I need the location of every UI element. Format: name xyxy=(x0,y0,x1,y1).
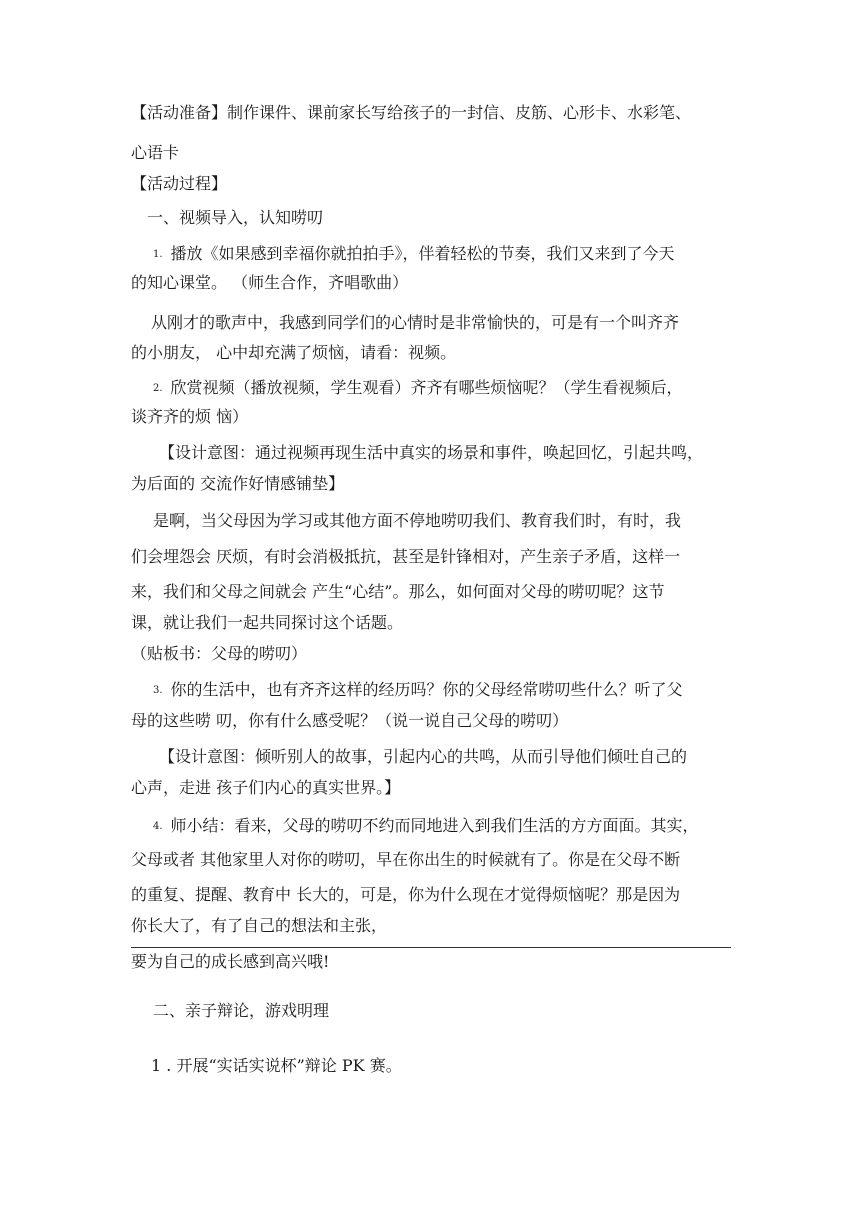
line-text: 一、视频导入，认知唠叨 xyxy=(147,208,324,227)
design-intent-2-line-1 xyxy=(159,746,759,768)
line-text: 是啊，当父母因为学习或其他方面不停地唠叨我们、教育我们时，有时，我 xyxy=(153,511,682,530)
line-text: 谈齐齐的烦 恼） xyxy=(131,407,249,426)
line-text: 来，我们和父母之间就会 产生“心结”。那么，如何面对父母的唠叨呢？这节 xyxy=(131,582,665,601)
activity-process-heading xyxy=(131,173,731,195)
line-text: 欣赏视频（播放视频，学生观看）齐齐有哪些烦恼呢？（学生看视频后， xyxy=(170,378,683,397)
paragraph-line xyxy=(131,546,731,568)
line-text: 心语卡 xyxy=(131,143,180,162)
item-number: 2. xyxy=(153,383,163,394)
design-intent-1-line-2 xyxy=(131,473,731,495)
line-text: 母的这些唠 叨，你有什么感受呢？（说一说自己父母的唠叨） xyxy=(131,711,569,730)
design-intent-2-line-2 xyxy=(131,777,731,799)
item-3-line-2 xyxy=(131,710,731,732)
item-number: 4. xyxy=(153,821,163,832)
item-4-line-3 xyxy=(131,884,731,906)
item-3-line-1 xyxy=(153,679,753,702)
line-text: 【活动准备】制作课件、课前家长写给孩子的一封信、皮筋、心形卡、水彩笔、 xyxy=(131,103,692,122)
activity-preparation-line-1 xyxy=(131,102,731,124)
line-text: 的知心课堂。 （师生合作，齐唱歌曲） xyxy=(131,273,409,292)
item-4-line-2 xyxy=(131,849,731,871)
paragraph-line xyxy=(131,342,731,364)
paragraph-line xyxy=(153,510,753,532)
line-text: 你的生活中，也有齐齐这样的经历吗？你的父母经常唠叨些什么？听了父 xyxy=(170,680,683,699)
line-text: 师小结：看来，父母的唠叨不约而同地进入到我们生活的方方面面。其实， xyxy=(170,816,699,835)
paragraph-line xyxy=(151,312,751,334)
line-text: 【设计意图：通过视频再现生活中真实的场景和事件，唤起回忆，引起共鸣， xyxy=(159,443,704,462)
line-text: 【活动过程】 xyxy=(131,174,228,193)
line-text: 要为自己的成长感到高兴哦! xyxy=(131,952,330,971)
item-2-line-2 xyxy=(131,406,731,428)
closing-line xyxy=(131,951,731,973)
section-one-heading xyxy=(147,207,747,229)
line-text: 的重复、提醒、教育中 长大的，可是，你为什么现在才觉得烦恼呢？那是因为 xyxy=(131,885,681,904)
design-intent-1-line-1 xyxy=(159,442,759,464)
section-two-heading xyxy=(153,1000,753,1022)
item-2-line-1 xyxy=(153,377,753,400)
paragraph-line xyxy=(131,612,731,634)
line-text: 父母或者 其他家里人对你的唠叨，早在你出生的时候就有了。你是在父母不断 xyxy=(131,850,681,869)
item-1-line-1 xyxy=(153,243,753,266)
item-number: 3. xyxy=(153,685,163,696)
line-text: 课，就让我们一起共同探讨这个话题。 xyxy=(131,613,404,632)
line-text: 从刚才的歌声中，我感到同学们的心情时是非常愉快的，可是有一个叫齐齐 xyxy=(151,313,680,332)
board-note xyxy=(131,643,731,665)
item-4-line-1 xyxy=(153,815,753,838)
line-text: （贴板书：父母的唠叨） xyxy=(131,644,308,663)
item-1-line-2 xyxy=(131,272,731,294)
item-number: 1. xyxy=(153,249,163,260)
line-text: 们会埋怨会 厌烦，有时会消极抵抗，甚至是针锋相对，产生亲子矛盾，这样一 xyxy=(131,547,681,566)
line-text: 的小朋友， 心中却充满了烦恼，请看：视频。 xyxy=(131,343,457,362)
paragraph-line xyxy=(131,581,731,603)
activity-preparation-line-2 xyxy=(131,142,731,164)
line-text: 心声，走进 孩子们内心的真实世界。】 xyxy=(131,778,401,797)
line-text: 你长大了，有了自己的想法和主张， xyxy=(131,916,388,935)
line-text: 二、亲子辩论，游戏明理 xyxy=(153,1001,330,1020)
line-text: 为后面的 交流作好情感铺垫】 xyxy=(131,474,345,493)
line-text: 播放《如果感到幸福你就拍拍手》，伴着轻松的节奏，我们又来到了今天 xyxy=(170,244,675,263)
item-4-line-4 xyxy=(131,915,731,937)
section-two-item-1 xyxy=(151,1055,751,1077)
horizontal-divider xyxy=(131,947,731,948)
line-text: 【设计意图：倾听别人的故事，引起内心的共鸣，从而引导他们倾吐自己的 xyxy=(159,747,688,766)
line-text: 1 . 开展“实话实说杯”辩论 PK 赛。 xyxy=(151,1056,402,1075)
